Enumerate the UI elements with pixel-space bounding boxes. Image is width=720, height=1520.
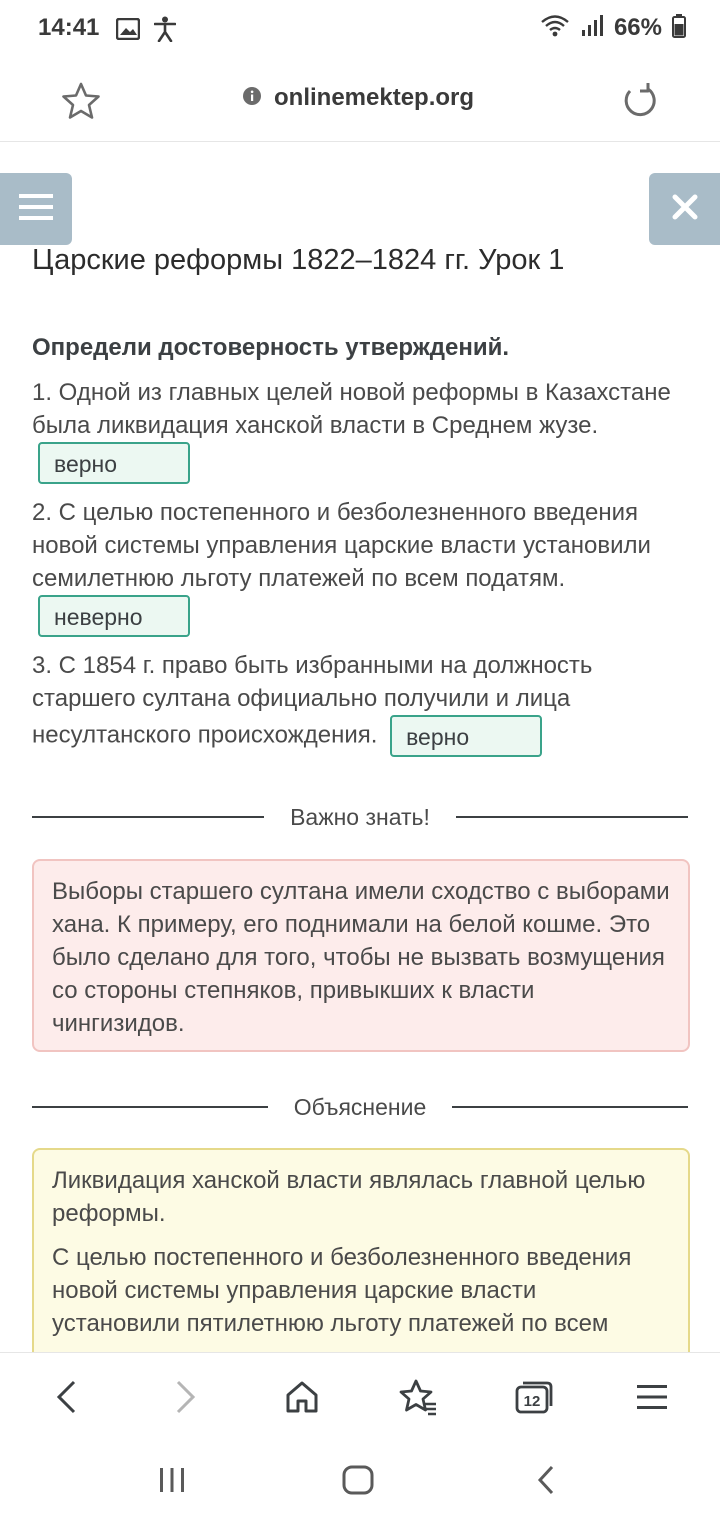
address-field[interactable] <box>242 84 474 112</box>
task-content <box>32 334 692 769</box>
page-title: Царские реформы 1822–1824 гг. Урок 1 <box>32 244 565 276</box>
status-time: 14:41 <box>38 14 100 41</box>
divider-line <box>456 816 688 818</box>
tabs-icon[interactable] <box>510 1373 558 1421</box>
statement-1 <box>32 376 692 484</box>
hamburger-icon <box>19 193 53 225</box>
divider-line <box>452 1106 688 1108</box>
statement-text: 2. С целью постепенного и безболезненного введения новой системы управления царские власти установили семилетнюю льготу платежей по всем податям. <box>32 499 651 592</box>
explanation-divider <box>32 1092 688 1122</box>
info-icon[interactable] <box>242 86 262 110</box>
star-icon[interactable] <box>60 80 102 122</box>
image-icon <box>116 18 140 44</box>
recents-icon[interactable] <box>150 1458 194 1502</box>
statement-text: 3. С 1854 г. право быть избранными на должность старшего султана официально получили и лица несултанского происхождения. <box>32 652 593 749</box>
menu-icon[interactable] <box>628 1373 676 1421</box>
battery-percent: 66% <box>613 14 662 41</box>
browser-url-bar <box>0 60 720 142</box>
important-note: Выборы старшего султана имели сходство с выборами хана. К примеру, его поднимали на белой кошме. Это было сделано для того, чтобы не вызвать возмущения со стороны степняков, привыкших к власти чингизидов. <box>32 859 690 1052</box>
android-nav-bar <box>0 1440 720 1520</box>
tabs-count: 12 <box>523 1393 541 1410</box>
close-icon <box>672 194 698 224</box>
answer-select-3[interactable]: верно <box>390 715 542 757</box>
close-button[interactable] <box>649 173 720 245</box>
signal-icon <box>580 14 604 42</box>
accessibility-icon <box>154 16 176 46</box>
explanation-paragraph: Ликвидация ханской власти являлась главной целью реформы. <box>52 1167 646 1227</box>
statement-text: 1. Одной из главных целей новой реформы в Казахстане была ликвидация ханской власти в Среднем жузе. <box>32 379 671 439</box>
answer-select-1[interactable]: верно <box>38 442 190 484</box>
home-icon[interactable] <box>278 1373 326 1421</box>
home-nav-icon[interactable] <box>336 1458 380 1502</box>
statement-2 <box>32 496 692 637</box>
url-text: onlinemektep.org <box>274 84 475 111</box>
forward-icon[interactable] <box>162 1373 210 1421</box>
back-nav-icon[interactable] <box>524 1458 568 1502</box>
back-icon[interactable] <box>42 1373 90 1421</box>
explanation-box <box>32 1148 690 1358</box>
browser-bottom-toolbar <box>0 1352 720 1440</box>
reload-icon[interactable] <box>618 80 662 124</box>
task-heading: Определи достоверность утверждений. <box>32 334 510 361</box>
important-divider <box>32 802 688 832</box>
bookmarks-icon[interactable] <box>394 1373 442 1421</box>
statement-3 <box>32 649 692 757</box>
wifi-icon <box>540 14 570 42</box>
explanation-paragraph: С целью постепенного и безболезненного введения новой системы управления царские власти установили пятилетнюю льготу платежей по всем <box>52 1244 632 1337</box>
important-label: Важно знать! <box>290 803 430 830</box>
hamburger-menu-button[interactable] <box>0 173 72 245</box>
answer-select-2[interactable]: неверно <box>38 595 190 637</box>
status-bar <box>0 0 720 60</box>
battery-icon <box>672 14 686 42</box>
divider-line <box>32 816 264 818</box>
divider-line <box>32 1106 268 1108</box>
explanation-label: Объяснение <box>293 1093 427 1120</box>
